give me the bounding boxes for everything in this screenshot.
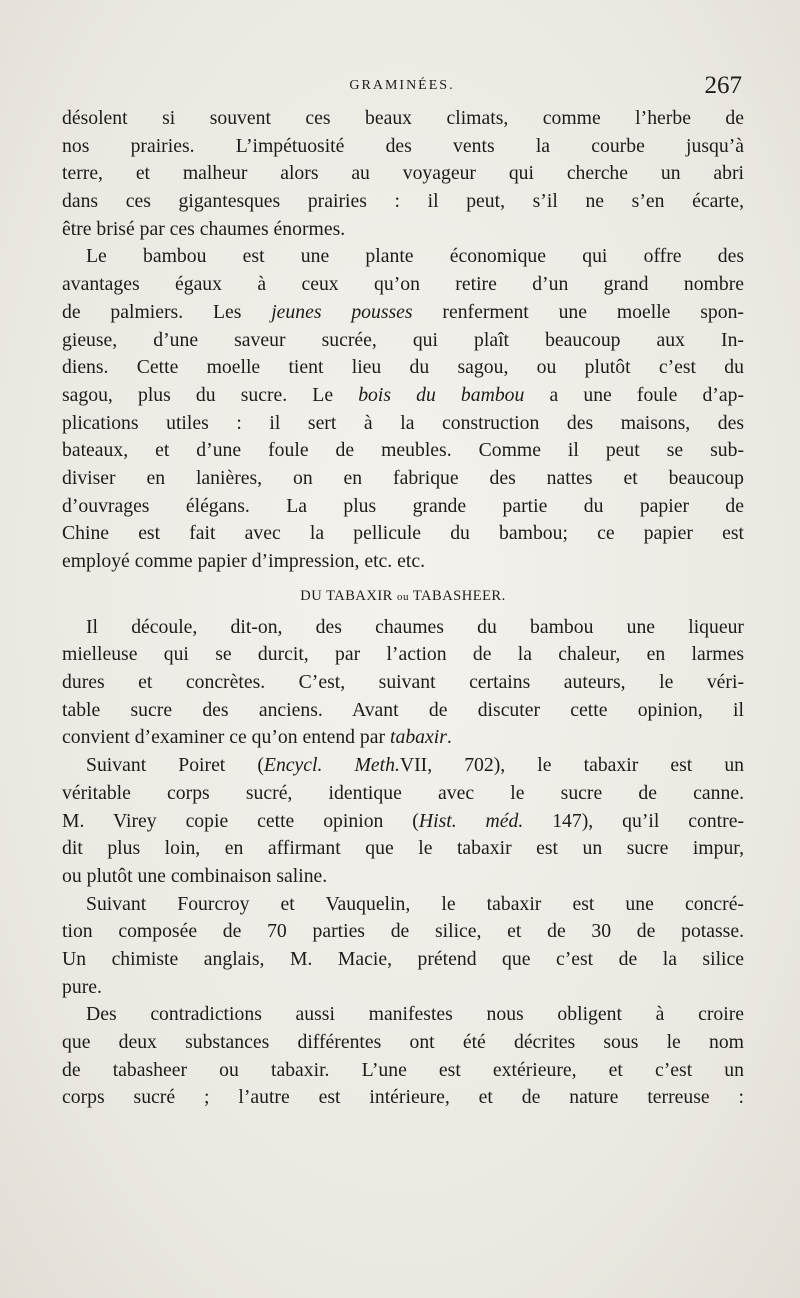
text-line: tion composée de 70 parties de silice, et de 30 de potasse.	[62, 920, 744, 943]
italic-citation: Encycl. Meth.	[263, 754, 400, 777]
text-line: avantages égaux à ceux qu’on retire d’un grand nombre	[62, 273, 744, 296]
text-line: corps sucré ; l’autre est intérieure, et de nature terreuse :	[62, 1086, 744, 1109]
text-line: d’ouvrages élégans. La plus grande partie du papier de	[62, 494, 744, 517]
heading-part: DU TABAXIR	[300, 587, 393, 604]
text-line	[62, 752, 744, 780]
text-run: de palmiers. Les	[62, 300, 272, 323]
italic-citation: Hist. méd.	[418, 809, 524, 832]
heading-part: TABASHEER.	[412, 587, 506, 604]
text-line: Des contradictions aussi manifestes nous obligent à croire	[86, 1003, 744, 1026]
text-line: Suivant Fourcroy et Vauquelin, le tabaxir est une concré-	[86, 892, 744, 915]
text-run: Suivant Poiret (	[86, 754, 264, 777]
text-line	[62, 382, 744, 410]
text-line: plications utiles : il sert à la construction des maisons, des	[62, 411, 744, 434]
page-header	[62, 72, 742, 104]
body-text	[62, 105, 744, 1112]
text-line: que deux substances différentes ont été décrites sous le nom	[62, 1031, 744, 1053]
running-head: GRAMINÉES.	[349, 78, 455, 93]
text-line: nos prairies. L’impétuosité des vents la courbe jusqu’à	[62, 134, 744, 157]
text-run: VII, 702), le tabaxir est un	[399, 754, 745, 777]
text-line: désolent si souvent ces beaux climats, comme l’herbe de	[62, 107, 744, 129]
text-line: véritable corps sucré, identique avec le sucre de canne.	[62, 781, 744, 804]
text-line: dit plus loin, en affirmant que le tabaxir est un sucre impur,	[62, 837, 744, 860]
text-line: dans ces gigantesques prairies : il peut, s’il ne s’en écarte,	[62, 190, 744, 213]
text-line: gieuse, d’une saveur sucrée, qui plaît beaucoup aux In-	[62, 328, 744, 351]
text-line: terre, et malheur alors au voyageur qui cherche un abri	[62, 162, 744, 185]
text-line: bateaux, et d’une foule de meubles. Comme il peut se sub-	[62, 439, 744, 462]
text-line: diviser en lanières, on en fabrique des nattes et beaucoup	[62, 466, 744, 489]
text-run: renferment une moelle spon-	[412, 300, 744, 323]
text-line: pure.	[62, 975, 102, 998]
heading-connector: ou	[396, 590, 409, 603]
text-line: table sucre des anciens. Avant de discuter cette opinion, il	[62, 698, 744, 721]
text-line: Un chimiste anglais, M. Macie, prétend que c’est de la silice	[62, 947, 744, 970]
text-line: ou plutôt une combinaison saline.	[62, 864, 328, 887]
italic-term: jeunes pousses	[271, 300, 413, 323]
text-line: Chine est fait avec la pellicule du bambou; ce papier est	[62, 522, 744, 545]
text-line: Le bambou est une plante économique qui offre des	[86, 245, 744, 268]
text-line	[62, 808, 744, 836]
text-run: a une foule d’ap-	[524, 383, 745, 406]
text-line: mielleuse qui se durcit, par l’action de la chaleur, en larmes	[62, 643, 744, 666]
text-run: convient d’examiner ce qu’on entend par	[62, 726, 390, 749]
text-line: de tabasheer ou tabaxir. L’une est extérieure, et c’est un	[62, 1058, 744, 1081]
text-line	[62, 724, 744, 752]
text-run: .	[446, 726, 452, 749]
text-run: M. Virey copie cette opinion (	[62, 809, 419, 832]
text-line: être brisé par ces chaumes énormes.	[62, 217, 346, 240]
page-number: 267	[704, 72, 742, 99]
text-line: diens. Cette moelle tient lieu du sagou, ou plutôt c’est du	[62, 356, 744, 379]
text-line	[62, 299, 744, 327]
italic-term: tabaxir	[390, 726, 447, 749]
section-heading	[62, 576, 744, 614]
text-line: Il découle, dit-on, des chaumes du bambou une liqueur	[86, 615, 744, 638]
text-line: employé comme papier d’impression, etc. etc.	[62, 550, 425, 572]
text-line: dures et concrètes. C’est, suivant certains auteurs, le véri-	[62, 671, 744, 694]
text-run: 147), qu’il contre-	[523, 809, 745, 832]
text-run: sagou, plus du sucre. Le	[62, 383, 359, 406]
italic-term: bois du bambou	[358, 383, 525, 406]
